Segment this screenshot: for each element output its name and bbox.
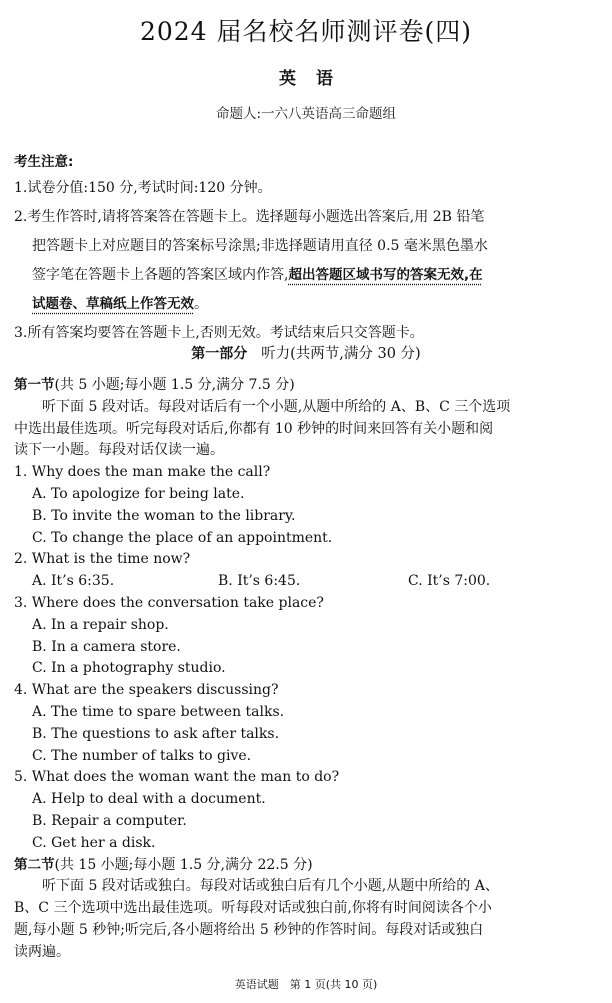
- option-b: B. In a camera store.: [32, 638, 181, 655]
- section-1-intro-line: 中选出最佳选项。听完每段对话后,你都有 10 秒钟的时间来回答有关小题和阅: [14, 420, 494, 437]
- section-1-label: 第一节: [14, 377, 55, 393]
- subject-title: 英语: [279, 69, 353, 89]
- option-b: B. Repair a computer.: [32, 812, 187, 829]
- listening-content: [14, 375, 600, 964]
- question-2-options: [14, 571, 600, 593]
- section-2-label: 第二节: [14, 856, 55, 873]
- option-c: C. In a photography studio.: [32, 660, 226, 677]
- option-c: C. The number of talks to give.: [32, 747, 252, 764]
- author-line: 命题人:一六八英语高三命题组: [215, 106, 397, 122]
- question-3: 3. Where does the conversation take place?: [14, 594, 324, 611]
- option-a: A. Help to deal with a document.: [32, 791, 266, 808]
- notice-text: 。: [194, 296, 208, 312]
- notice-item-1: 1.试卷分值:150 分,考试时间:120 分钟。: [14, 180, 272, 196]
- option-b: B. To invite the woman to the library.: [32, 507, 296, 524]
- option-c: C. Get her a disk.: [32, 834, 156, 851]
- option-a: A. To apologize for being late.: [32, 485, 245, 502]
- option-a: A. It’s 6:35.: [32, 573, 115, 590]
- notice-text: 签字笔在答题卡上各题的答案区域内作答,: [32, 267, 289, 283]
- option-c: C. It’s 7:00.: [408, 573, 491, 590]
- notice-item-2-line-2: 把答题卡上对应题目的答案标号涂黑;非选择题请用直径 0.5 毫米黑色墨水: [32, 238, 488, 254]
- notice-item-2-line-4: [14, 290, 600, 319]
- section-2-intro-line: 读两遍。: [14, 943, 70, 960]
- notice-emphasis: 试题卷、草稿纸上作答无效: [32, 296, 194, 312]
- notice-item-2-line-1: 2.考生作答时,请将答案答在答题卡上。选择题每小题选出答案后,用 2B 铅笔: [14, 209, 485, 225]
- question-4: 4. What are the speakers discussing?: [14, 682, 279, 699]
- option-a: A. In a repair shop.: [32, 616, 169, 633]
- question-1: 1. Why does the man make the call?: [14, 464, 271, 481]
- section-1-heading: [14, 375, 600, 397]
- option-b: B. It’s 6:45.: [218, 573, 301, 590]
- section-2-intro-line: B、C 三个选项中选出最佳选项。听每段对话或独白前,你将有时间阅读各个小: [14, 900, 492, 917]
- part-1-title: [0, 342, 612, 363]
- exam-title: 2024 届名校名师测评卷(四): [139, 17, 473, 46]
- section-2-desc: (共 15 小题;每小题 1.5 分,满分 22.5 分): [54, 856, 313, 873]
- page-footer: 英语试题 第 1 页(共 10 页): [234, 978, 378, 991]
- section-1-intro-line: 听下面 5 段对话。每段对话后有一个小题,从题中所给的 A、B、C 三个选项: [42, 398, 511, 415]
- notice-emphasis: 超出答题区域书写的答案无效,在: [288, 267, 483, 283]
- option-c: C. To change the place of an appointment.: [32, 529, 333, 546]
- notice-item-3: 3.所有答案均要答在答题卡上,否则无效。考试结束后只交答题卡。: [14, 325, 424, 341]
- candidate-notice: [14, 150, 600, 348]
- part-1-label: 第一部分: [191, 346, 248, 362]
- section-1-desc: (共 5 小题;每小题 1.5 分,满分 7.5 分): [54, 377, 295, 393]
- option-b: B. The questions to ask after talks.: [32, 725, 280, 742]
- option-a: A. The time to spare between talks.: [32, 703, 285, 720]
- section-2-intro-line: 听下面 5 段对话或独白。每段对话或独白后有几个小题,从题中所给的 A、: [42, 878, 499, 895]
- question-5: 5. What does the woman want the man to do?: [14, 769, 340, 786]
- notice-item-2-line-3: [14, 261, 600, 290]
- notice-heading: 考生注意:: [14, 154, 74, 170]
- part-1-desc: 听力(共两节,满分 30 分): [261, 346, 421, 362]
- section-2-heading: [14, 855, 600, 877]
- section-1-intro-line: 读下一小题。每段对话仅读一遍。: [14, 442, 224, 459]
- question-2: 2. What is the time now?: [14, 551, 191, 568]
- section-2-intro-line: 题,每小题 5 秒钟;听完后,各小题将给出 5 秒钟的作答时间。每段对话或独白: [14, 921, 484, 938]
